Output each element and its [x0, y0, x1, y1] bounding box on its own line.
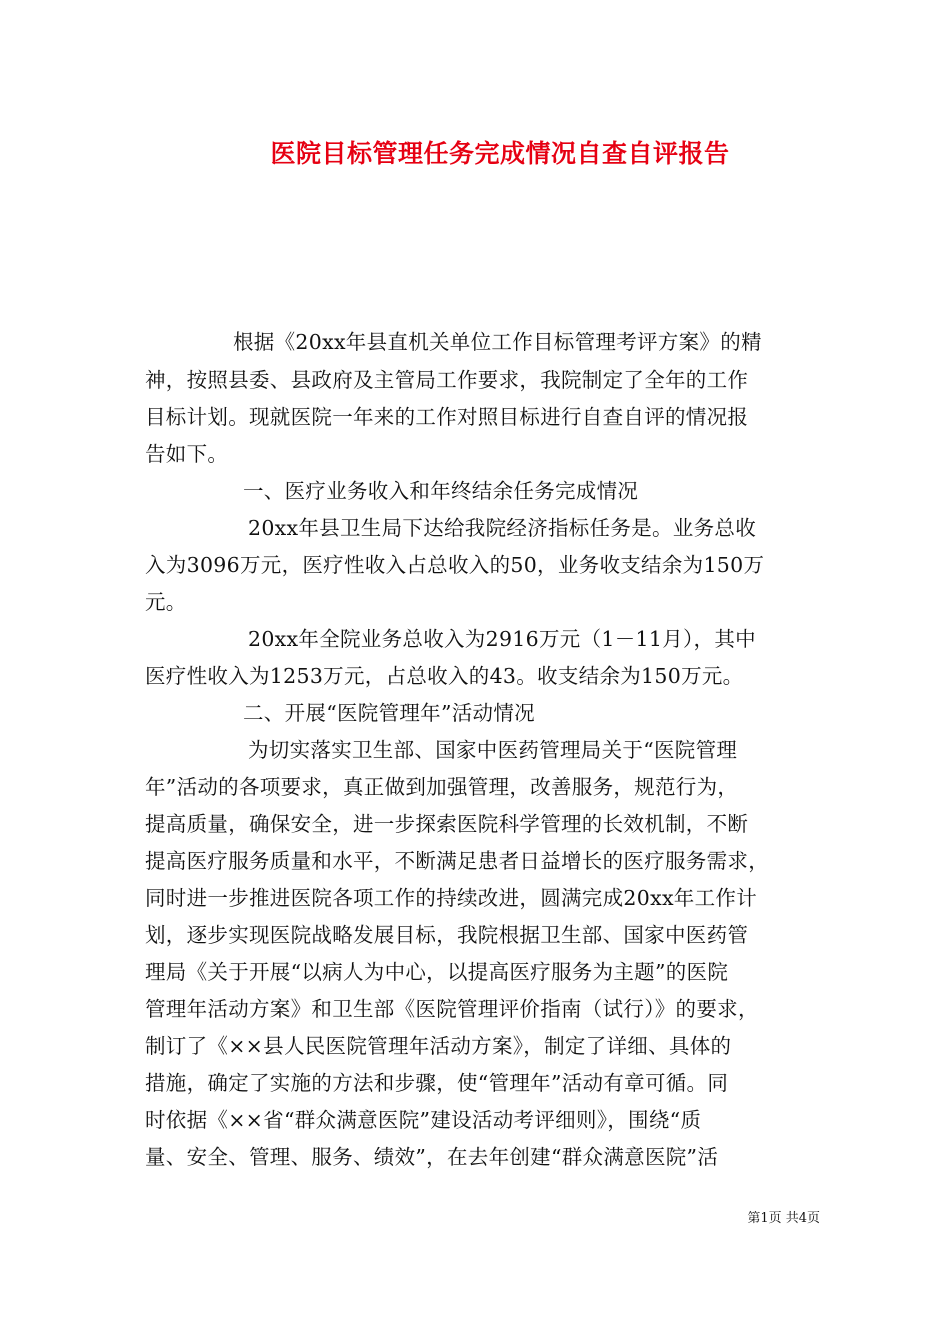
- paragraph-line: 理局《关于开展“以病人为中心，以提高医疗服务为主题”的医院: [145, 960, 729, 984]
- paragraph-line: 划，逐步实现医院战略发展目标，我院根据卫生部、国家中医药管: [145, 923, 749, 947]
- paragraph-line: 神，按照县委、县政府及主管局工作要求，我院制定了全年的工作: [145, 368, 749, 392]
- paragraph-line: 元。: [145, 590, 187, 614]
- paragraph-line: 目标计划。现就医院一年来的工作对照目标进行自查自评的情况报: [145, 405, 749, 429]
- paragraph-line: 告如下。: [145, 442, 229, 466]
- paragraph-line: 时依据《××省“群众满意医院”建设活动考评细则》，围绕“质: [145, 1108, 702, 1132]
- paragraph-line: 管理年活动方案》和卫生部《医院管理评价指南（试行）》的要求，: [145, 997, 759, 1021]
- document-title: 医院目标管理任务完成情况自查自评报告: [270, 139, 730, 168]
- section-heading: 二、开展“医院管理年”活动情况: [243, 701, 535, 725]
- paragraph-line: 20xx年县卫生局下达给我院经济指标任务是。业务总收: [248, 516, 757, 540]
- paragraph-line: 年”活动的各项要求，真正做到加强管理，改善服务，规范行为，: [145, 775, 739, 799]
- page-number: 第1页 共4页: [747, 1211, 820, 1226]
- paragraph-line: 入为3096万元，医疗性收入占总收入的50，业务收支结余为150万: [145, 553, 765, 577]
- paragraph-line: 20xx年全院业务总收入为2916万元（1－11月），其中: [248, 627, 756, 651]
- paragraph-line: 措施，确定了实施的方法和步骤，使“管理年”活动有章可循。同: [145, 1071, 729, 1095]
- section-heading: 一、医疗业务收入和年终结余任务完成情况: [243, 479, 639, 503]
- paragraph-line: 制订了《××县人民医院管理年活动方案》，制定了详细、具体的: [145, 1034, 732, 1058]
- paragraph-line: 同时进一步推进医院各项工作的持续改进，圆满完成20xx年工作计: [145, 886, 758, 910]
- paragraph-line: 根据《20xx年县直机关单位工作目标管理考评方案》的精: [233, 330, 762, 354]
- paragraph-line: 为切实落实卫生部、国家中医药管理局关于“医院管理: [248, 738, 738, 762]
- paragraph-line: 量、安全、管理、服务、绩效”，在去年创建“群众满意医院”活: [145, 1145, 719, 1169]
- paragraph-line: 提高质量，确保安全，进一步探索医院科学管理的长效机制，不断: [145, 812, 749, 836]
- paragraph-line: 提高医疗服务质量和水平，不断满足患者日益增长的医疗服务需求，: [145, 849, 769, 873]
- paragraph-line: 医疗性收入为1253万元，占总收入的43。收支结余为150万元。: [145, 664, 744, 688]
